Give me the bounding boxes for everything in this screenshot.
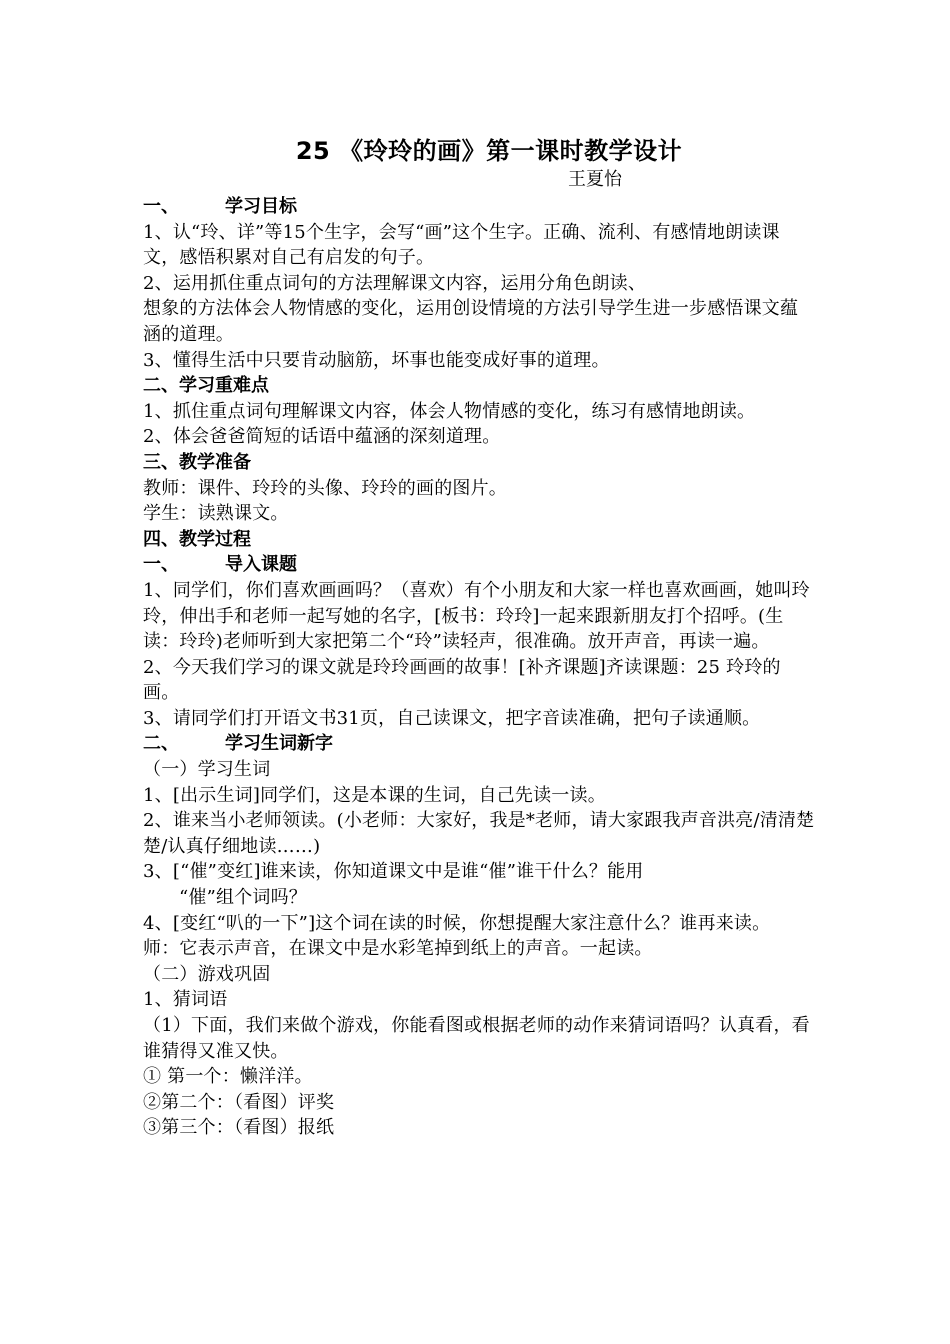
document-title: 25 《玲玲的画》第一课时教学设计 <box>295 137 683 165</box>
section-number: 二、 <box>143 733 179 755</box>
list-item: ① 第一个：懒洋洋。 <box>143 1066 313 1088</box>
paragraph: 师：它表示声音，在课文中是水彩笔掉到纸上的声音。一起读。 <box>143 938 653 960</box>
author-name: 王夏怡 <box>568 169 622 190</box>
section-heading-preparation: 三、教学准备 <box>143 451 251 473</box>
paragraph: 想象的方法体会人物情感的变化，运用创设情境的方法引导学生进一步感悟课文蕴涵的道理。 <box>143 298 799 345</box>
section-heading-key-points: 二、学习重难点 <box>143 375 269 397</box>
section-heading-objectives <box>143 194 815 220</box>
paragraph: 学生：读熟课文。 <box>143 503 289 525</box>
paragraph: （1）下面，我们来做个游戏，你能看图或根据老师的动作来猜词语吗？认真看，看谁猜得又准又快。 <box>143 1015 810 1062</box>
paragraph: 1、[出示生词]同学们，这是本课的生词，自己先读一读。 <box>143 784 606 806</box>
list-item: ②第二个：（看图）评奖 <box>143 1091 335 1113</box>
paragraph: 2、运用抓住重点词句的方法理解课文内容，运用分角色朗读、 <box>143 272 647 294</box>
paragraph: 3、懂得生活中只要肯动脑筋，坏事也能变成好事的道理。 <box>143 349 610 371</box>
paragraph: 2、今天我们学习的课文就是玲玲画画的故事！[补齐课题]齐读课题：25 玲玲的画。 <box>143 656 781 704</box>
paragraph: 1、抓住重点词句理解课文内容，体会人物情感的变化，练习有感情地朗读。 <box>143 400 756 422</box>
sub-heading: （二）游戏巩固 <box>143 963 271 985</box>
section-heading-process: 四、教学过程 <box>143 528 251 550</box>
paragraph: 教师：课件、玲玲的头像、玲玲的画的图片。 <box>143 477 507 499</box>
paragraph: 4、[变红“叭的一下”]这个词在读的时候，你想提醒大家注意什么？谁再来读。 <box>143 912 771 934</box>
section-title: 学习目标 <box>225 196 297 217</box>
paragraph: 2、谁来当小老师领读。(小老师：大家好，我是*老师，请大家跟我声音洪亮/清清楚楚/认真仔细地读……) <box>143 810 815 857</box>
section-number: 一、 <box>143 554 179 576</box>
paragraph: 3、请同学们打开语文书31页，自己读课文，把字音读准确，把句子读通顺。 <box>143 707 761 729</box>
subsection-heading-intro <box>143 552 815 578</box>
section-number: 一、 <box>143 196 179 217</box>
paragraph: 1、认“玲、详”等15个生字，会写“画”这个生字。正确、流利、有感情地朗读课文，感悟积累对自己有启发的句子。 <box>143 221 780 269</box>
document-page <box>143 134 815 1141</box>
sub-heading: （一）学习生词 <box>143 759 271 781</box>
paragraph: 3、[“催”变红]谁来读，你知道课文中是谁“催”谁干什么？能用 <box>143 861 644 883</box>
subsection-heading-vocabulary <box>143 731 815 757</box>
paragraph: 1、同学们，你们喜欢画画吗？（喜欢）有个小朋友和大家一样也喜欢画画，她叫玲玲，伸出手和老师一起写她的名字，[板书：玲玲]一起来跟新朋友打个招呼。(生读：玲玲)老师听到大家把第二个“玲”读轻声，很准确。放开声音，再读一遍。 <box>143 579 810 653</box>
paragraph: 2、体会爸爸简短的话语中蕴涵的深刻道理。 <box>143 426 501 448</box>
paragraph: 1、猜词语 <box>143 989 228 1011</box>
section-title: 导入课题 <box>225 554 297 576</box>
paragraph: “催”组个词吗？ <box>179 887 308 909</box>
list-item: ③第三个：（看图）报纸 <box>143 1117 335 1139</box>
section-title: 学习生词新字 <box>225 733 333 755</box>
